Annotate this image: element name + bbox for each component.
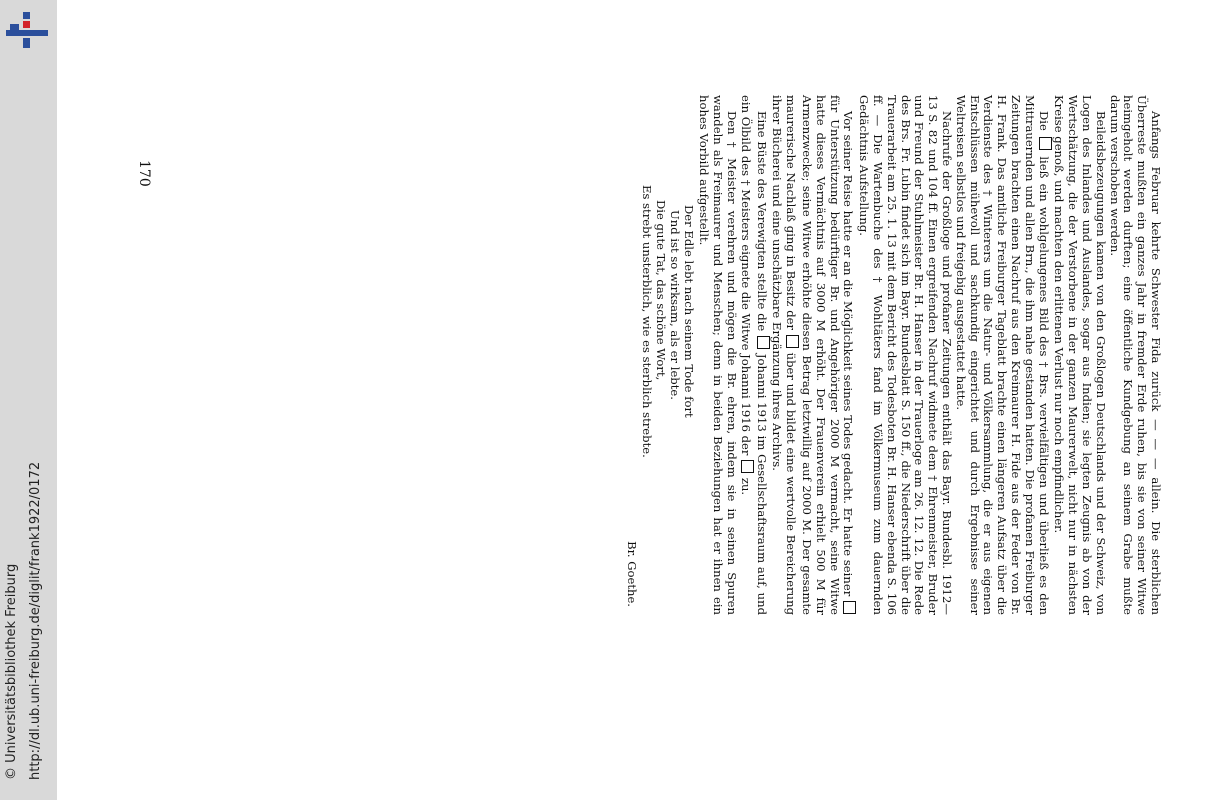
source-url[interactable]: http://dl.ub.uni-freiburg.de/diglit/frank1922/0172 <box>28 461 43 780</box>
rotated-page-content <box>57 0 1232 800</box>
text-span: Vor seiner Reise hatte er an die Möglichkeit seines Todes gedacht. Er hatte seiner <box>841 111 856 597</box>
lodge-symbol-icon <box>741 460 754 473</box>
signature: Br. Goethe. <box>624 541 639 607</box>
paragraph: Den † Meister verehren und mögen die Br. ehren, indem sie in seinen Spuren wandeln als Freimaurer und Menschen; denn in beiden Beziehungen hat er ihnen ein hohes Vorbild aufgestellt. <box>697 95 740 615</box>
lodge-symbol-icon <box>786 335 799 348</box>
scanned-page <box>57 0 1232 800</box>
text-span: Eine Büste des Verewigten stellte die <box>754 111 769 332</box>
text-span: Die <box>1036 111 1051 131</box>
page-number: 170 <box>136 160 152 187</box>
paragraph <box>738 95 770 615</box>
sidebar <box>0 0 57 800</box>
poem-line: Die gute Tat, das schöne Wort, <box>654 200 669 381</box>
paragraph: Anfangs Februar kehrte Schwester Fida zurück — — — allein. Die sterblichen Überreste mußten ein ganzes Jahr in fremder Erde ruhen, bis sie von seiner Witwe heimgeholt werden durften; eine öffentliche Kundgebung an seinem Grabe mußte darum verschoben werden. <box>1107 95 1163 615</box>
lodge-symbol-icon <box>1039 137 1052 150</box>
text-span: ließ ein wohlgelungenes Bild des † Brs. vervielfältigen und überließ es den Mittrauernden und allen Brn., die ihm nahe gestanden hatten. Die profanen Freiburger Zeitungen brachten einen Nachruf aus den Kreimaurer H. Fide aus der Feder von Br. H. Frank. Das amtliche Freiburger Tageblatt brachte einen längeren Aufsatz über die Verdienste des † Winterers um die Natur- und Völkersammlung, die er aus eigenen Entschlüssen mühevoll und sachkundig eingerichtet und durch Ergebnisse seiner Weltreisen selbstlos und freigebig ausgestattet hatte. <box>953 95 1051 616</box>
lodge-symbol-icon <box>757 336 770 349</box>
text-span: über und bildet eine wertvolle Bereicherung ihrer Bücherei und eine unschätzbare Ergänzung ihres Archivs. <box>770 95 799 616</box>
lodge-symbol-icon <box>843 601 856 614</box>
paragraph <box>770 95 857 615</box>
text-span: Johanni 1913 im Gesellschaftsraum auf, und ein Ölbild des † Meisters eignete die Witwe Johanni 1916 der <box>738 95 769 616</box>
paragraph <box>953 95 1052 615</box>
paragraph: Nachrufe der Großloge und profaner Zeitungen enthält das Bayr. Bundesbl. 1912—13 S. 82 und 104 ff. Einen ergreifenden Nachruf widmete dem † Ehrenmeister, Bruder und Freund der Stuhlmeister Br. H. Hanser in der Trauerloge am 26. 12. 12. Die Rede des Brs. Fr. Lubin findet sich im Bayr. Bundesblatt S. 150 ff., die Niederschrift über die Trauerarbeit am 25. 1. 13 mit dem Bericht des Todesboten Br. H. Hanser ebenda S. 106 ff. — Die Wartenbuche des † Wohltäters fand im Völkermuseum zum dauernden Gedächtnis Aufstellung. <box>857 95 955 615</box>
page-body <box>624 95 1162 615</box>
poem-line: Und ist so wirksam, als er lebte. <box>667 210 682 400</box>
text-span: für Unterstützung bedürftiger Br. und Angehöriger 2000 M vermacht, seine Witwe hatte dieses Vermächtnis auf 3000 M erhöht. Der Frauenverein erhielt 500 M für Armenzwecke; seine Witwe erhöhte diesen Betrag letztwillig auf 2000 M. Der gesamte maurerische Nachlaß ging in Besitz der <box>784 95 842 615</box>
paragraph: Beileidsbezeugungen kamen von den Großlogen Deutschlands und der Schweiz, von Logen des Inlandes und Auslandes, sogar aus Indien; sie legten Zeugnis ab von der Wertschätzung, die der Verstorbene in der ganzen Maurerwelt, nicht nur in nächsten Kreise genoß, und machten den erlittenen Verlust nur noch empfindlicher. <box>1052 95 1108 615</box>
poem-line: Es strebt unsterblich, wie es sterblich strebte. <box>640 185 655 458</box>
text-span: zu. <box>738 477 753 496</box>
poem-line: Der Edle lebt nach seinem Tode fort <box>681 205 696 418</box>
poem <box>640 95 695 615</box>
copyright-notice: © Universitätsbibliothek Freiburg <box>4 563 19 780</box>
